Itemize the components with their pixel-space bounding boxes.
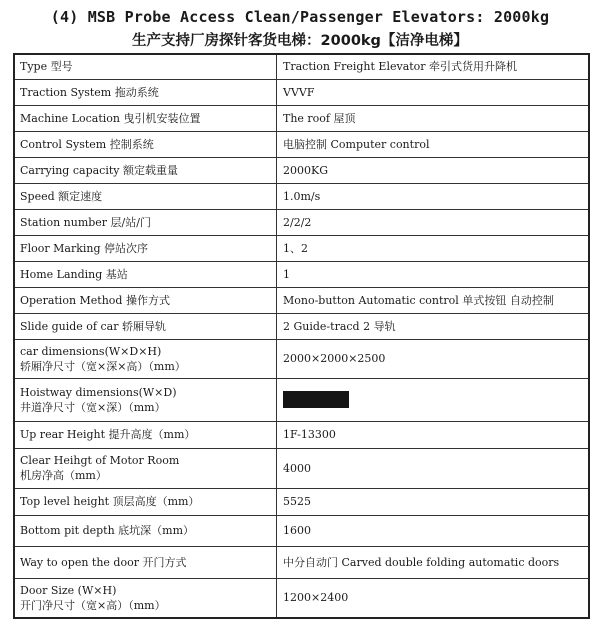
row-value: 2/2/2 (277, 209, 590, 235)
row-label-line2: 井道净尺寸（宽×深）（mm） (20, 400, 166, 414)
row-label-line2: 轿厢净尺寸（宽×深×高）（mm） (20, 359, 186, 373)
table-row (14, 515, 589, 546)
row-label: Home Landing 基站 (14, 261, 277, 287)
row-value: 4000 (277, 448, 590, 488)
table-row (14, 54, 589, 79)
row-label: Traction System 拖动系统 (14, 79, 277, 105)
table-row (14, 378, 589, 421)
row-label: Up rear Height 提升高度（mm） (14, 421, 277, 448)
row-label-line1: Hoistway dimensions(W×D) (20, 385, 177, 399)
row-value: VVVF (277, 79, 590, 105)
row-value: 1200×2400 (277, 578, 590, 618)
row-value: Mono-button Automatic control 单式按钮 自动控制 (277, 287, 590, 313)
table-row (14, 183, 589, 209)
row-label: Carrying capacity 额定载重量 (14, 157, 277, 183)
row-label (14, 448, 277, 488)
row-label: Type 型号 (14, 54, 277, 79)
row-value: 5525 (277, 488, 590, 515)
row-value: 2000×2000×2500 (277, 339, 590, 378)
row-value: 2000KG (277, 157, 590, 183)
table-row (14, 546, 589, 578)
row-value: Traction Freight Elevator 牵引式货用升降机 (277, 54, 590, 79)
row-label (14, 339, 277, 378)
table-row (14, 105, 589, 131)
row-label-line1: car dimensions(W×D×H) (20, 344, 162, 358)
redaction-box (283, 391, 349, 408)
row-label-line2: 开门净尺寸（宽×高）（mm） (20, 598, 166, 612)
section-heading-english: (4) MSB Probe Access Clean/Passenger Elevators: 2000kg (50, 8, 550, 26)
row-value: 1、2 (277, 235, 590, 261)
row-value: The roof 屋顶 (277, 105, 590, 131)
section-heading-chinese: 生产支持厂房探针客货电梯：2000kg【洁净电梯】 (132, 33, 468, 49)
row-label: Bottom pit depth 底坑深（mm） (14, 515, 277, 546)
row-label: Station number 层/站/门 (14, 209, 277, 235)
spec-table (13, 53, 590, 619)
row-value: 2 Guide-tracd 2 导轨 (277, 313, 590, 339)
table-row (14, 313, 589, 339)
row-label: Machine Location 曳引机安装位置 (14, 105, 277, 131)
row-label (14, 378, 277, 421)
row-label: Slide guide of car 轿厢导轨 (14, 313, 277, 339)
row-value: 电脑控制 Computer control (277, 131, 590, 157)
table-row (14, 209, 589, 235)
row-label: Control System 控制系统 (14, 131, 277, 157)
row-value: 中分自动门 Carved double folding automatic doors (277, 546, 590, 578)
row-label: Floor Marking 停站次序 (14, 235, 277, 261)
table-row (14, 261, 589, 287)
row-label: Way to open the door 开门方式 (14, 546, 277, 578)
table-row (14, 339, 589, 378)
row-value: 1600 (277, 515, 590, 546)
table-row (14, 578, 589, 618)
row-label: Top level height 顶层高度（mm） (14, 488, 277, 515)
row-label (14, 578, 277, 618)
table-row (14, 448, 589, 488)
row-label-line2: 机房净高（mm） (20, 469, 107, 482)
table-row (14, 421, 589, 448)
table-row (14, 287, 589, 313)
row-value: 1F-13300 (277, 421, 590, 448)
row-label: Operation Method 操作方式 (14, 287, 277, 313)
row-label-line1: Clear Heihgt of Motor Room (20, 454, 180, 467)
table-row (14, 488, 589, 515)
row-value: 1.0m/s (277, 183, 590, 209)
row-label: Speed 额定速度 (14, 183, 277, 209)
table-row (14, 157, 589, 183)
table-row (14, 235, 589, 261)
row-label-line1: Door Size (W×H) (20, 583, 117, 597)
table-row (14, 79, 589, 105)
row-value: 1 (277, 261, 590, 287)
row-value (277, 378, 590, 421)
table-row (14, 131, 589, 157)
